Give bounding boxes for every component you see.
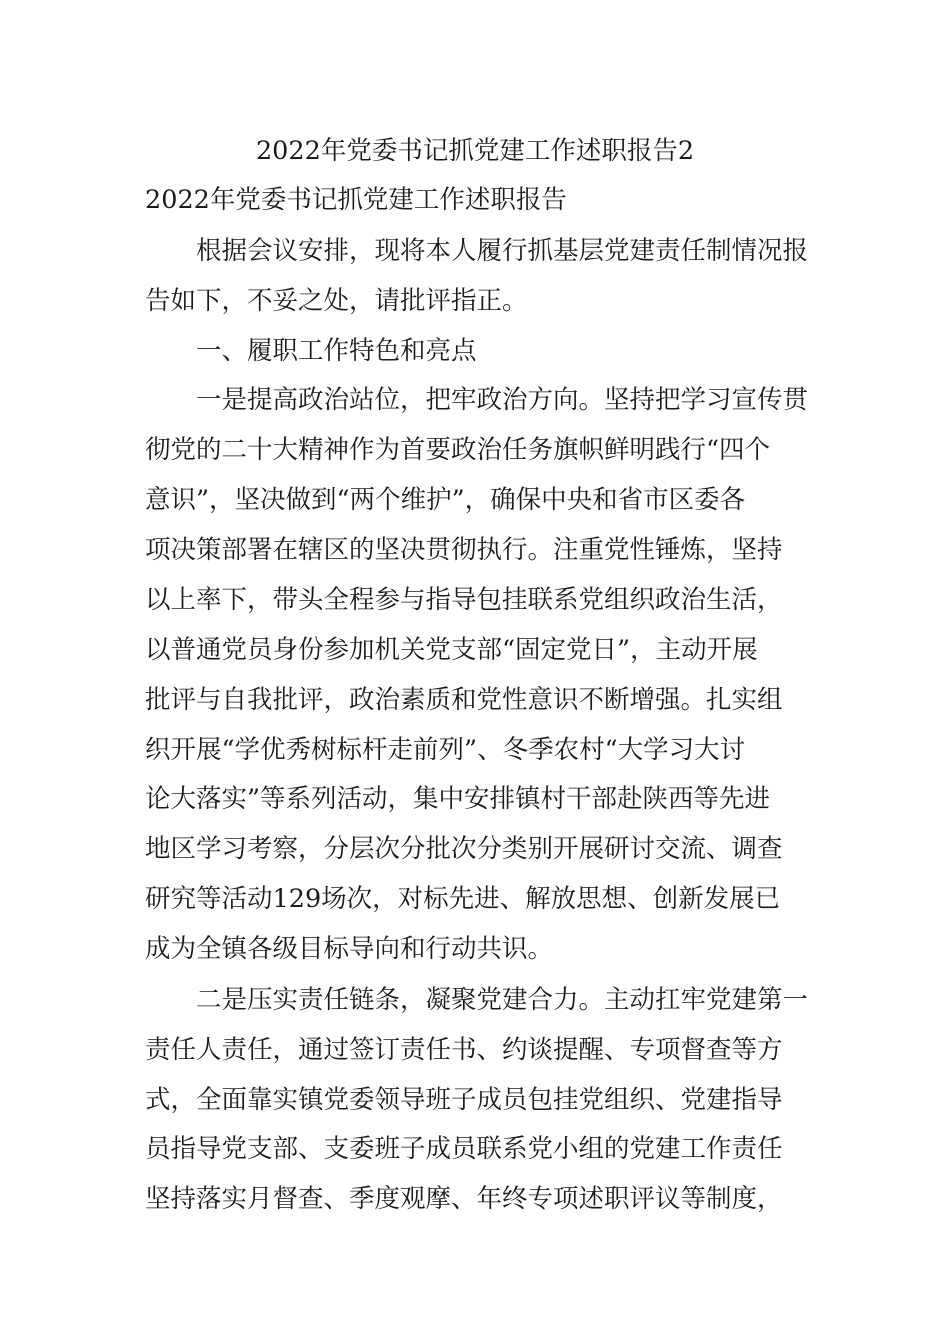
body-line: 项决策部署在辖区的坚决贯彻执行。注重党性锤炼，坚持: [145, 535, 783, 565]
body-line: 织开展“学优秀树标杆走前列”、冬季农村“大学习大讨: [145, 735, 746, 765]
body-line: 以普通党员身份参加机关党支部“固定党日”，主动开展: [145, 635, 758, 665]
body-line: 根据会议安排，现将本人履行抓基层党建责任制情况报: [145, 236, 809, 266]
body-line: 式，全面靠实镇党委领导班子成员包挂党组织、党建指导: [145, 1085, 783, 1115]
body-line: 地区学习考察，分层次分批次分类别开展研讨交流、调查: [145, 834, 783, 864]
body-line: 以上率下，带头全程参与指导包挂联系党组织政治生活，: [145, 585, 783, 615]
document-title: 2022年党委书记抓党建工作述职报告2: [255, 136, 695, 166]
body-line: 论大落实”等系列活动，集中安排镇村干部赴陕西等先进: [145, 784, 771, 814]
body-line: 员指导党支部、支委班子成员联系党小组的党建工作责任: [145, 1134, 783, 1164]
body-line: 成为全镇各级目标导向和行动共识。: [145, 934, 554, 964]
subtitle-line: 2022年党委书记抓党建工作述职报告: [145, 185, 567, 215]
body-line: 批评与自我批评，政治素质和党性意识不断增强。扎实组: [145, 685, 783, 715]
body-line: 意识”，坚决做到“两个维护”，确保中央和省市区委各: [145, 485, 746, 515]
body-line: 责任人责任，通过签订责任书、约谈提醒、专项督查等方: [145, 1035, 783, 1065]
body-line: 告如下，不妥之处，请批评指正。: [145, 286, 528, 316]
body-line: 一是提高政治站位，把牢政治方向。坚持把学习宣传贯: [145, 385, 809, 415]
body-line: 坚持落实月督查、季度观摩、年终专项述职评议等制度，: [145, 1184, 783, 1214]
section-heading: 一、履职工作特色和亮点: [145, 336, 477, 366]
body-line: 二是压实责任链条，凝聚党建合力。主动扛牢党建第一: [145, 985, 809, 1015]
body-line: 研究等活动129场次，对标先进、解放思想、创新发展已: [145, 884, 781, 914]
body-line: 彻党的二十大精神作为首要政治任务旗帜鲜明践行“四个: [145, 435, 771, 465]
